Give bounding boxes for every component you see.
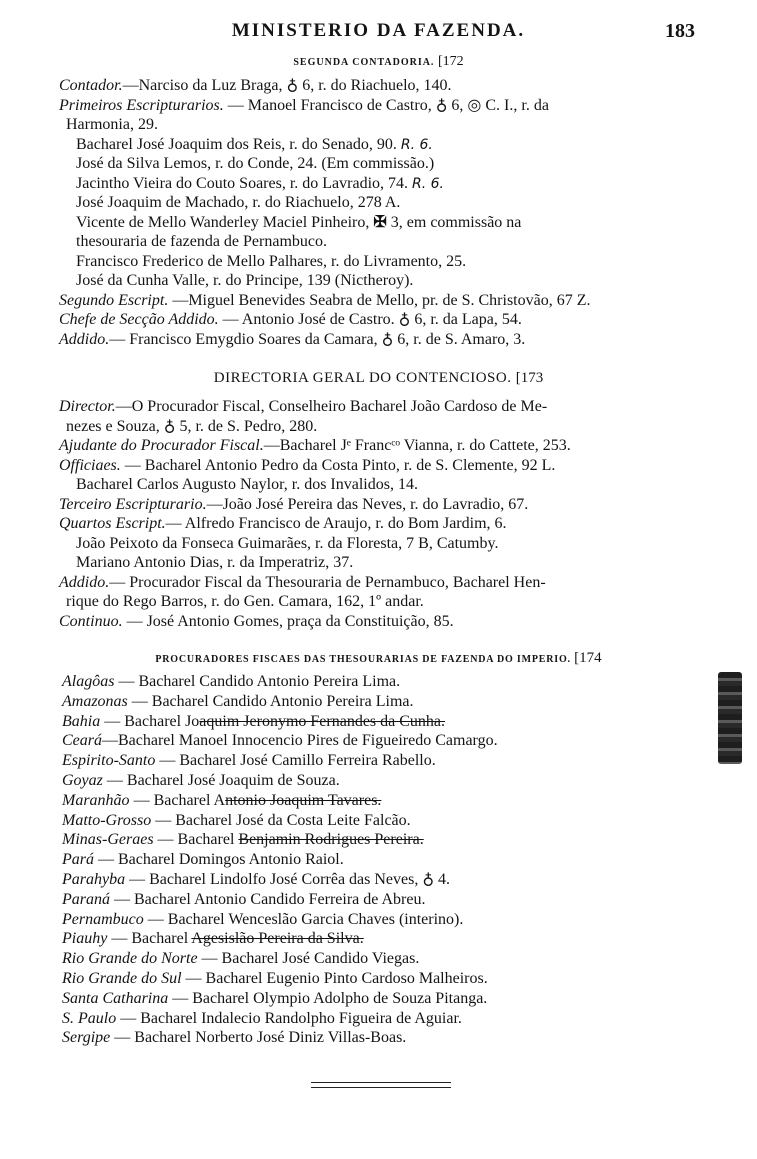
entry-text: Vicente de Mello Wanderley Maciel Pinheiro, — [76, 213, 374, 231]
entry-text: — Bacharel Antonio Candido Ferreira de Abreu. — [110, 890, 426, 908]
struck-name: Benjamin Rodrigues Pereira. — [238, 831, 424, 849]
staff-entry — [76, 553, 353, 572]
staff-entry — [59, 291, 590, 310]
entry-text: — Manoel Francisco de Castro, — [223, 96, 436, 114]
entry-role: Paraná — [62, 890, 110, 908]
decoration-icon: ♁ — [286, 77, 299, 94]
entry-role: Pernambuco — [62, 910, 144, 928]
entry-text: — Bacharel José da Costa Leite Falcão. — [151, 811, 411, 829]
entry-text: — Bacharel José Joaquim de Souza. — [102, 772, 340, 789]
province-entry — [62, 1028, 406, 1047]
section-subtitle — [0, 54, 757, 70]
entry-role: Alagôas — [62, 673, 115, 690]
entry-text: — Bacharel Wenceslão Garcia Chaves (interino). — [143, 910, 464, 928]
staff-entry — [66, 592, 424, 611]
closing-rule-secondary — [311, 1087, 451, 1088]
staff-entry — [76, 232, 327, 251]
entry-text: 6, ◎ C. I., r. da — [447, 96, 549, 114]
entry-role: Primeiros Escripturarios. — [59, 96, 224, 114]
entry-text: — Bacharel Indalecio Randolpho Figueira de Aguiar. — [116, 1009, 462, 1027]
entry-text: José Joaquim de Machado, r. do Riachuelo, 278 A. — [76, 194, 401, 211]
entry-text: 6, r. do Riachuelo, 140. — [298, 77, 452, 94]
entry-text: thesouraria de fazenda de Pernambuco. — [76, 233, 327, 250]
entry-text: — Bacharel Olympio Adolpho de Souza Pitanga. — [168, 989, 488, 1007]
entry-text: — Bacharel Eugenio Pinto Cardoso Malheiros. — [181, 970, 488, 987]
entry-text: —Narciso da Luz Braga, — [122, 77, 287, 94]
entry-text: —O Procurador Fiscal, Conselheiro Bacharel João Cardoso de Me- — [115, 398, 548, 415]
entry-role: Rio Grande do Sul — [62, 970, 182, 987]
binding-shadow — [718, 672, 742, 764]
entry-text: — Bacharel Candido Antonio Pereira Lima. — [114, 673, 401, 690]
province-entry — [62, 969, 488, 988]
entry-role: Contador. — [59, 77, 123, 94]
page-number: 183 — [665, 20, 695, 42]
entry-text: — Bacharel Jo — [100, 712, 200, 730]
staff-entry — [66, 417, 317, 436]
entry-role: Parahyba — [62, 871, 126, 888]
entry-role: Quartos Escript. — [59, 515, 166, 532]
entry-text: —Miguel Benevides Seabra de Mello, pr. de S. Christovão, 67 Z. — [168, 291, 591, 309]
staff-entry — [76, 135, 433, 155]
entry-text: —Bacharel Jᵉ Francᶜᵒ Vianna, r. do Cattete, 253. — [263, 437, 571, 454]
entry-text: —João José Pereira das Neves, r. do Lavradio, 67. — [206, 495, 529, 513]
province-entry — [62, 692, 413, 711]
decoration-icon: ♁ — [381, 330, 394, 348]
staff-entry — [59, 96, 549, 115]
entry-role: Chefe de Secção Addido. — [59, 311, 219, 328]
province-entry — [62, 890, 425, 909]
entry-text: José da Cunha Valle, r. do Principe, 139 (Nictheroy). — [76, 272, 414, 289]
section-code: [172 — [437, 54, 464, 69]
entry-role: Piauhy — [62, 930, 108, 948]
entry-text: — Francisco Emygdio Soares da Camara, — [109, 330, 382, 348]
entry-role: Rio Grande do Norte — [62, 950, 198, 968]
entry-role: Ajudante do Procurador Fiscal. — [59, 437, 264, 454]
staff-entry — [59, 436, 571, 455]
struck-name: aquim Jeronymo Fernandes da Cunha. — [199, 712, 446, 730]
entry-role: Continuo. — [59, 612, 123, 630]
entry-text: — Bacharel Lindolfo José Corrêa das Neves, ♁ 4. — [125, 871, 451, 888]
struck-name: Agesislão Pereira da Silva. — [191, 930, 364, 948]
page-header-title: MINISTERIO DA FAZENDA. — [231, 20, 526, 41]
entry-role: Bahia — [62, 712, 101, 730]
entry-role: Goyaz — [62, 772, 103, 789]
entry-text: Bacharel Carlos Augusto Naylor, r. dos Invalidos, 14. — [76, 476, 418, 493]
entry-text: — Procurador Fiscal da Thesouraria de Pernambuco, Bacharel Hen- — [109, 573, 546, 591]
entry-role: S. Paulo — [62, 1009, 117, 1027]
entry-role: Sergipe — [62, 1029, 111, 1047]
entry-text: —Bacharel Manoel Innocencio Pires de Figueiredo Camargo. — [102, 732, 498, 750]
province-entry — [62, 771, 340, 790]
staff-entry — [59, 495, 528, 514]
entry-role: Ceará — [62, 732, 102, 750]
entry-text: — Bacharel — [107, 930, 192, 948]
decoration-icon: ✠ — [373, 213, 387, 231]
decoration-icon: ♁ — [163, 417, 176, 435]
handwritten-annotation: R. 6. — [412, 175, 445, 192]
province-entry — [62, 751, 436, 770]
entry-text: Mariano Antonio Dias, r. da Imperatriz, 37. — [76, 554, 354, 571]
province-entry — [62, 811, 411, 830]
entry-text: Francisco Frederico de Mello Palhares, r. do Livramento, 25. — [76, 252, 467, 270]
entry-role: Segundo Escript. — [59, 291, 169, 309]
entry-role: Terceiro Escripturario. — [59, 495, 207, 513]
entry-text: — Bacharel José Candido Viegas. — [197, 950, 420, 968]
decoration-icon: ♁ — [435, 96, 448, 114]
entry-text: — Bacharel Domingos Antonio Raiol. — [94, 851, 344, 869]
staff-entry — [59, 76, 452, 95]
entry-role: Matto-Grosso — [62, 811, 152, 829]
entry-role: Maranhão — [62, 791, 130, 809]
entry-role: Pará — [62, 851, 94, 869]
entry-text: José da Silva Lemos, r. do Conde, 24. (Em commissão.) — [76, 155, 435, 172]
entry-text: — Antonio José de Castro. — [218, 311, 399, 328]
staff-entry — [59, 310, 522, 329]
section-heading-text: PROCURADORES FISCAES DAS THESOURARIAS DE FAZENDA DO IMPERIO. — [155, 654, 571, 665]
staff-entry — [76, 271, 413, 290]
province-entry — [62, 929, 364, 948]
staff-entry — [76, 252, 466, 271]
entry-text: — Bacharel — [153, 831, 239, 849]
staff-entry — [59, 456, 555, 475]
province-entry — [62, 910, 463, 929]
province-entry — [62, 949, 419, 968]
entry-text: nezes e Souza, — [66, 417, 164, 435]
staff-entry — [76, 475, 418, 494]
staff-entry — [76, 213, 521, 232]
entry-text: — Bacharel Norberto José Diniz Villas-Boas. — [110, 1029, 407, 1047]
struck-name: ntonio Joaquim Tavares. — [225, 791, 382, 809]
section-heading-procuradores — [0, 650, 757, 667]
entry-text: 5, r. de S. Pedro, 280. — [175, 417, 318, 435]
province-entry — [62, 989, 487, 1008]
province-entry — [62, 712, 445, 731]
staff-entry — [76, 534, 498, 553]
entry-role: Espirito-Santo — [62, 752, 156, 770]
entry-text: Harmonia, 29. — [66, 116, 158, 133]
entry-text: Jacintho Vieira do Couto Soares, r. do Lavradio, 74. — [76, 174, 413, 192]
entry-text: 6, r. da Lapa, 54. — [410, 311, 522, 328]
section-heading-contencioso — [0, 370, 757, 387]
entry-role: Officiaes. — [59, 456, 121, 474]
staff-entry — [59, 573, 546, 592]
province-entry — [62, 672, 400, 691]
entry-role: Addido. — [59, 330, 110, 348]
handwritten-annotation: R. 6. — [400, 136, 433, 153]
entry-role: Santa Catharina — [62, 989, 169, 1007]
entry-role: Addido. — [59, 573, 110, 591]
entry-text: — José Antonio Gomes, praça da Constituição, 85. — [122, 612, 454, 630]
staff-entry — [59, 330, 525, 349]
closing-rule — [311, 1082, 451, 1083]
section-code: [174 — [574, 650, 602, 666]
entry-text: — Bacharel Candido Antonio Pereira Lima. — [127, 692, 414, 710]
entry-text: rique do Rego Barros, r. do Gen. Camara, 162, 1º andar. — [66, 593, 424, 610]
province-entry — [62, 870, 450, 889]
entry-text: 6, r. de S. Amaro, 3. — [393, 330, 526, 348]
province-entry — [62, 791, 381, 810]
decoration-icon: ♁ — [398, 311, 411, 328]
province-entry — [62, 1009, 462, 1028]
entry-role: Amazonas — [62, 692, 128, 710]
staff-entry — [59, 397, 547, 416]
entry-text: 3, em commissão na — [386, 213, 522, 231]
entry-text: Bacharel José Joaquim dos Reis, r. do Senado, 90. — [76, 135, 401, 153]
province-entry — [62, 731, 498, 750]
staff-entry — [59, 514, 507, 533]
province-entry — [62, 850, 344, 869]
staff-entry — [76, 154, 434, 173]
entry-text: João Peixoto da Fonseca Guimarães, r. da Floresta, 7 B, Catumby. — [76, 534, 499, 552]
section-heading-text: DIRECTORIA GERAL DO CONTENCIOSO. — [213, 370, 512, 386]
entry-role: Minas-Geraes — [62, 831, 154, 849]
staff-entry — [66, 115, 158, 134]
section-subtitle-text: SEGUNDA CONTADORIA. — [293, 57, 435, 68]
entry-text: — Alfredo Francisco de Araujo, r. do Bom Jardim, 6. — [165, 515, 507, 532]
section-code: [173 — [515, 370, 544, 386]
staff-entry — [76, 174, 444, 194]
entry-text: — Bacharel José Camillo Ferreira Rabello. — [155, 752, 436, 770]
staff-entry — [59, 612, 454, 631]
entry-text: — Bacharel Antonio Pedro da Costa Pinto, r. de S. Clemente, 92 L. — [120, 456, 556, 474]
entry-text: — Bacharel A — [129, 791, 226, 809]
staff-entry — [76, 193, 400, 212]
entry-role: Director. — [59, 398, 116, 415]
province-entry — [62, 830, 424, 849]
